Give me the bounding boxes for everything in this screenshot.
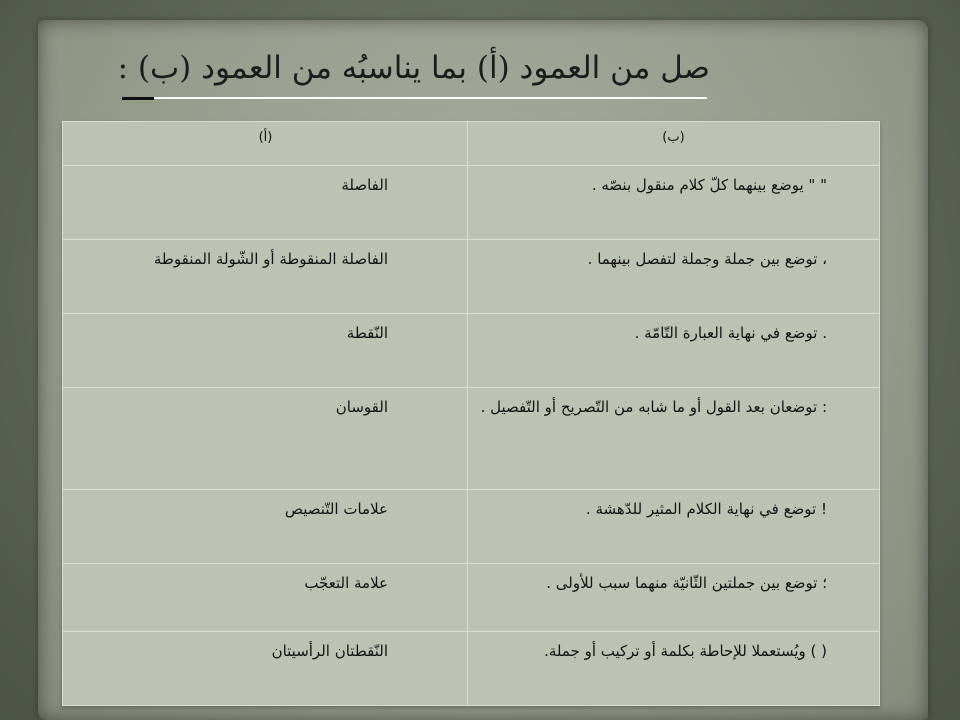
slide-title: صل من العمود (أ) بما يناسبُه من العمود (ب) :	[117, 50, 710, 86]
table-row	[63, 563, 879, 632]
table-header-row	[63, 122, 879, 166]
column-header-b: (ب)	[662, 130, 685, 145]
table-row	[63, 631, 879, 705]
row-7-col-b: ( ) ويُستعملا للإحاطة بكلمة أو تركيب أو جملة.	[544, 642, 827, 660]
row-7-col-a: النّقطتان الرأسيتان	[271, 642, 388, 660]
row-4-col-a: القوسان	[335, 398, 388, 416]
table-row	[63, 165, 879, 240]
row-6-col-a: علامة التعجّب	[304, 574, 388, 592]
row-3-col-a: النّقطة	[346, 324, 388, 342]
title-underline	[122, 97, 707, 99]
row-2-col-b: ، توضع بين جملة وجملة لتفصل بينهما .	[587, 250, 827, 268]
row-2-col-a: الفاصلة المنقوطة أو الشّولة المنقوطة	[153, 250, 388, 268]
matching-table	[62, 121, 880, 706]
row-1-col-a: الفاصلة	[341, 176, 388, 194]
row-4-col-b: : توضعان بعد القول أو ما شابه من التّصريح أو التّفصيل .	[480, 398, 827, 416]
row-6-col-b: ؛ توضع بين جملتين الثّانيّة منهما سبب للأولى .	[546, 574, 827, 592]
row-1-col-b: " " يوضع بينهما كلّ كلام منقول بنصّه .	[591, 176, 827, 194]
row-5-col-a: علامات التّنصيص	[284, 500, 388, 518]
title-underline-accent	[122, 97, 154, 100]
table-row	[63, 313, 879, 388]
table-row	[63, 387, 879, 490]
table-row	[63, 489, 879, 564]
row-5-col-b: ! توضع في نهاية الكلام المثير للدّهشة .	[585, 500, 827, 518]
table-row	[63, 239, 879, 314]
column-header-a: (أ)	[258, 130, 273, 145]
row-3-col-b: . توضع في نهاية العبارة التّامّة .	[634, 324, 827, 342]
